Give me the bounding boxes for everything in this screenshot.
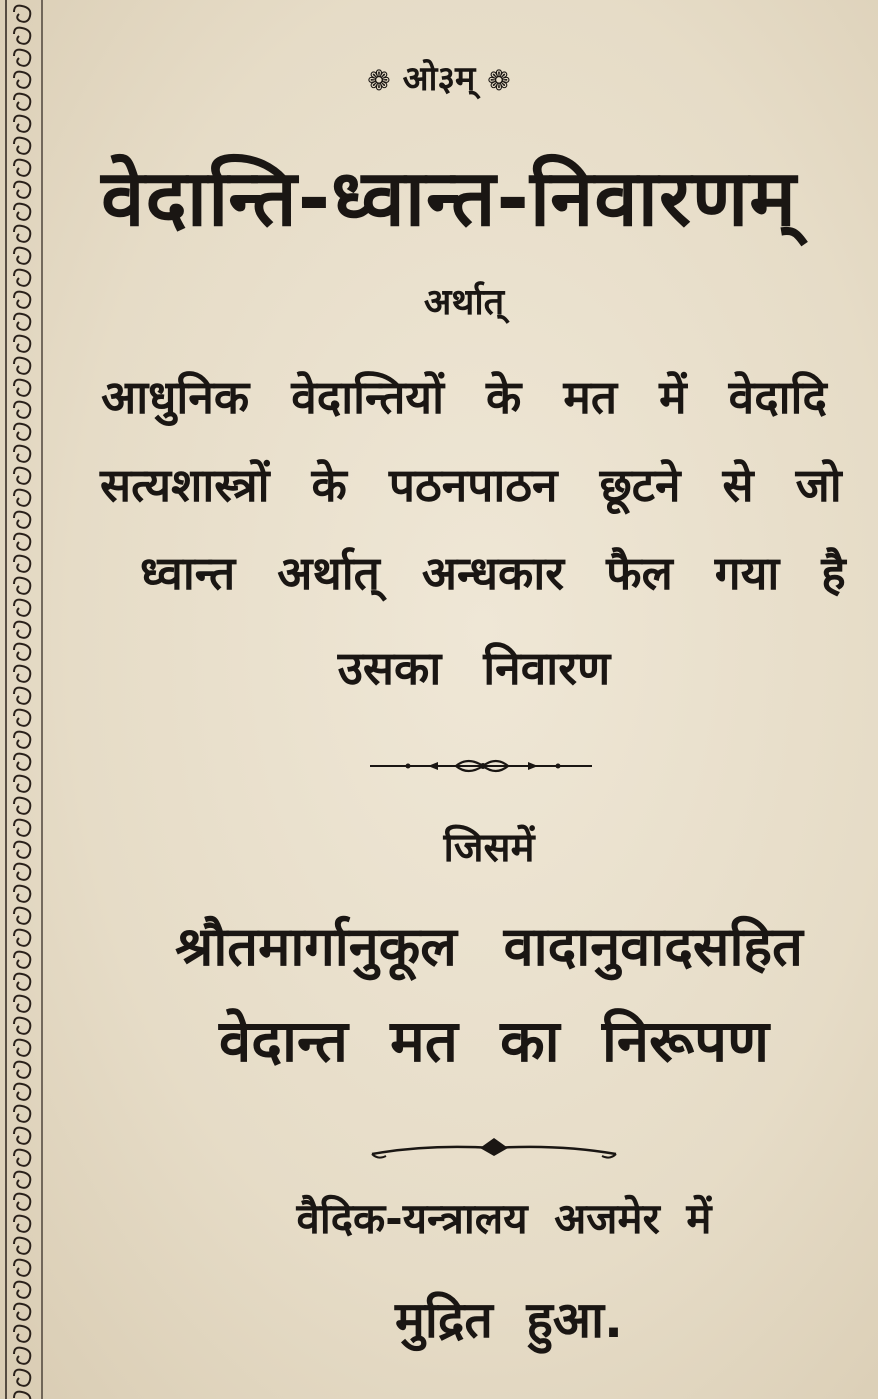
border-scroll-link xyxy=(14,996,30,1012)
border-scroll-link xyxy=(14,600,30,616)
border-scroll-link xyxy=(14,842,30,858)
border-scroll-link xyxy=(14,1172,30,1188)
border-scroll-link xyxy=(14,182,30,198)
border-scroll-link xyxy=(14,908,30,924)
border-scroll-link xyxy=(14,820,30,836)
border-scroll-link xyxy=(14,1392,30,1399)
border-scroll-link xyxy=(14,512,30,528)
border-scroll-link xyxy=(14,314,30,330)
border-scroll-link xyxy=(14,6,30,22)
border-scroll-link xyxy=(14,1348,30,1364)
border-scroll-link xyxy=(14,380,30,396)
border-scroll-link xyxy=(14,1370,30,1386)
border-scroll-link xyxy=(14,578,30,594)
border-scroll-link xyxy=(14,1040,30,1056)
border-scroll-link xyxy=(14,358,30,374)
invocation-text: ओ३म् xyxy=(402,59,476,99)
border-scroll-link xyxy=(14,292,30,308)
border-scroll-link xyxy=(14,952,30,968)
border-scroll-link xyxy=(14,534,30,550)
border-scroll-link xyxy=(14,1238,30,1254)
border-scroll-link xyxy=(14,710,30,726)
border-scroll-link xyxy=(14,864,30,880)
border-scroll-link xyxy=(14,270,30,286)
border-scroll-link xyxy=(14,688,30,704)
border-scroll-link xyxy=(14,138,30,154)
border-scroll-link xyxy=(14,1282,30,1298)
description-line-1: आधुनिक वेदान्तियों के मत में वेदादि xyxy=(101,370,827,424)
border-scroll-link xyxy=(14,160,30,176)
border-scroll-link xyxy=(14,1084,30,1100)
flower-ornament-icon: ❁ xyxy=(487,64,511,97)
border-scroll-link xyxy=(14,644,30,660)
border-scroll-link xyxy=(14,446,30,462)
border-scroll-link xyxy=(14,1128,30,1144)
description-line-4: उसका निवारण xyxy=(337,641,611,695)
arthat-label: अर्थात् xyxy=(423,282,505,323)
subtitle-line-1: श्रौतमार्गानुकूल वादानुवादसहित xyxy=(175,915,803,978)
border-scroll-link xyxy=(14,974,30,990)
border-scroll-link xyxy=(14,1326,30,1342)
border-scroll-link xyxy=(14,1194,30,1210)
description-line-3: ध्वान्त अर्थात् अन्धकार फैल गया है xyxy=(140,546,846,600)
flower-ornament-icon: ❁ xyxy=(367,64,391,97)
border-scroll-link xyxy=(14,226,30,242)
border-scroll-link xyxy=(14,732,30,748)
jisme-label: जिसमें xyxy=(443,825,535,871)
border-scroll-link xyxy=(14,1216,30,1232)
border-scroll-link xyxy=(14,50,30,66)
printed-line: मुद्रित हुआ. xyxy=(395,1291,623,1349)
press-line: वैदिक-यन्त्रालय अजमेर में xyxy=(296,1194,712,1243)
border-scroll-link xyxy=(14,248,30,264)
border-scroll-link xyxy=(14,1150,30,1166)
scroll-divider-icon xyxy=(368,1132,620,1166)
border-scroll-link xyxy=(14,1304,30,1320)
border-scroll-link xyxy=(14,1260,30,1276)
border-scroll-link xyxy=(14,666,30,682)
scroll-divider-icon xyxy=(368,752,594,780)
border-scroll-link xyxy=(14,1106,30,1122)
border-scroll-link xyxy=(14,424,30,440)
border-scroll-link xyxy=(14,556,30,572)
border-scroll-link xyxy=(14,490,30,506)
border-scroll-link xyxy=(14,402,30,418)
description-line-2: सत्यशास्त्रों के पठनपाठन छूटने से जो xyxy=(100,458,842,512)
border-scroll-link xyxy=(14,798,30,814)
border-scroll-link xyxy=(14,468,30,484)
border-scroll-link xyxy=(14,28,30,44)
subtitle-line-2: वेदान्त मत का निरूपण xyxy=(218,1007,770,1075)
border-scroll-link xyxy=(14,622,30,638)
border-scroll-link xyxy=(14,94,30,110)
border-scroll-link xyxy=(14,886,30,902)
book-title: वेदान्ति-ध्वान्त-निवारणम् xyxy=(101,154,797,244)
border-scroll-link xyxy=(14,754,30,770)
border-scroll-link xyxy=(14,930,30,946)
border-scroll-link xyxy=(14,116,30,132)
border-scroll-link xyxy=(14,776,30,792)
border-scroll-link xyxy=(14,1018,30,1034)
border-scroll-link xyxy=(14,204,30,220)
border-scroll-link xyxy=(14,1062,30,1078)
border-scroll-link xyxy=(14,72,30,88)
border-scroll-link xyxy=(14,336,30,352)
invocation-line xyxy=(300,59,578,99)
